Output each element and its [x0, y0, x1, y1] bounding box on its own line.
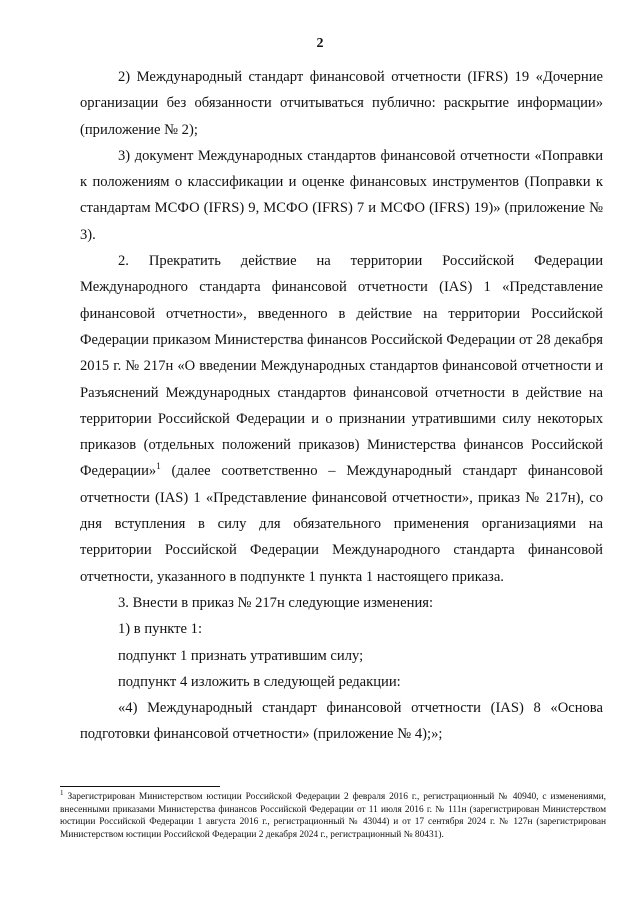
footnote [60, 788, 607, 841]
page-number: 2 [316, 36, 324, 51]
paragraph-point-3: 3. Внести в приказ № 217н следующие изменения: [118, 594, 434, 611]
paragraph-subclause-4: подпункт 4 изложить в следующей редакции: [118, 673, 401, 690]
paragraph-item-2: 2) Международный стандарт финансовой отчетности (IFRS) 19 «Дочерние организации без обязанности отчитываться публично: раскрытие информации» (приложение № 2); [80, 69, 603, 138]
paragraph-point-2 [80, 248, 603, 590]
document-body [80, 64, 603, 748]
paragraph-item-3: 3) документ Международных стандартов финансовой отчетности «Поправки к положениям о классификации и оценке финансовых инструментов (Поправки к стандартам МСФО (IFRS) 9, МСФО (IFRS) 7 и МСФО (IFRS) 19)» (приложение № 3). [80, 147, 603, 243]
footnote-text: Зарегистрирован Министерством юстиции Российской Федерации 2 февраля 2016 г., регистрационный № 40940, с изменениями, внесенными приказами Министерства финансов Российской Федерации от 11 июля 2016 г. № 111н (зарегистрирован Министерством юстиции Российской Федерации 1 августа 2016 г., регистрационный № 43044) и от 17 сентября 2024 г. № 127н (зарегистрирован Министерством юстиции Российской Федерации 2 декабря 2024 г., регистрационный № 80431). [60, 792, 607, 840]
paragraph-new-wording: «4) Международный стандарт финансовой отчетности (IAS) 8 «Основа подготовки финансовой отчетности» (приложение № 4);»; [80, 700, 603, 743]
footnote-separator [60, 786, 220, 787]
paragraph-subitem-1: 1) в пункте 1: [118, 621, 203, 638]
footnote-reference: 1 [156, 461, 161, 472]
footnote-marker: 1 [60, 788, 64, 797]
paragraph-point-2-continuation: (далее соответственно – Международный стандарт финансовой отчетности (IAS) 1 «Представление финансовой отчетности», приказ № 217н), со дня вступления в силу для обязательного применения организациями на территории Российской Федерации Международного стандарта финансовой отчетности, указанного в подпункте 1 пункта 1 настоящего приказа. [80, 463, 603, 585]
paragraph-subclause-1: подпункт 1 признать утратившим силу; [118, 647, 364, 664]
paragraph-point-2-text: 2. Прекратить действие на территории Российской Федерации Международного стандарта финансовой отчетности (IAS) 1 «Представление финансовой отчетности», введенного в действие на территории Российской Федерации приказом Министерства финансов Российской Федерации от 28 декабря 2015 г. № 217н «О введении Международных стандартов финансовой отчетности и Разъяснений Международных стандартов финансовой отчетности в действие на территории Российской Федерации и о признании утратившими силу некоторых приказов (отдельных положений приказов) Министерства финансов Российской Федерации» [80, 253, 604, 480]
